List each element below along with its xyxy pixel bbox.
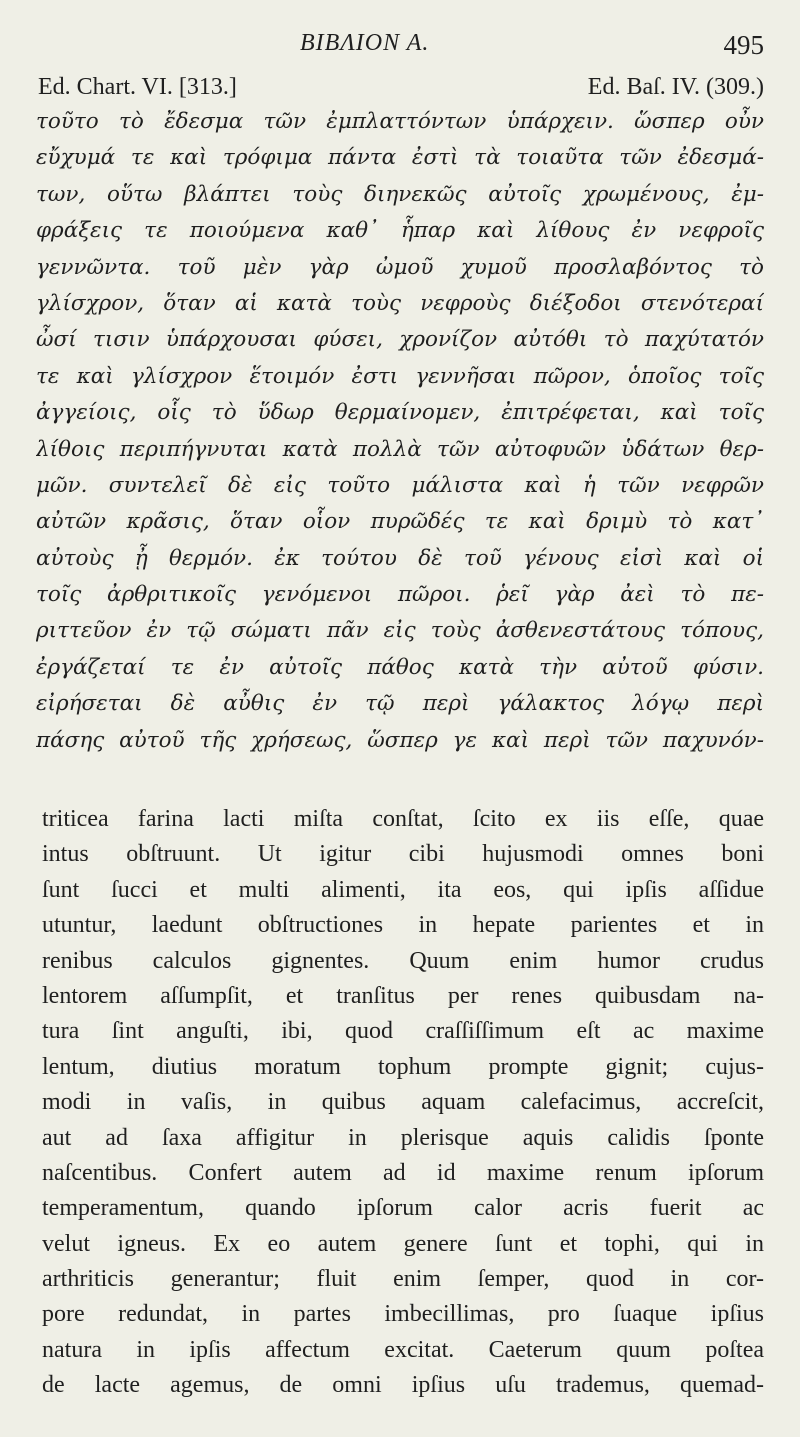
edition-chartier-reference: Ed. Chart. VI. [313.] (38, 74, 237, 100)
latin-line: ſunt ſucci et multi alimenti, ita eos, qui ipſis aſſidue (42, 876, 764, 903)
greek-line: ἐργάζεταί τε ἐν αὐτοῖς πάθος κατὰ τὴν αὐτοῦ φύσιν. (36, 654, 764, 680)
latin-line: lentorem aſſumpſit, et tranſitus per renes quibusdam na- (42, 982, 764, 1009)
latin-line: naſcentibus. Confert autem ad id maxime renum ipſorum (42, 1159, 764, 1186)
latin-line: arthriticis generantur; fluit enim ſemper, quod in cor- (42, 1266, 764, 1293)
edition-basel-reference: Ed. Baſ. IV. (309.) (587, 74, 764, 100)
greek-line: ὦσί τισιν ὑπάρχουσαι φύσει, χρονίζον αὐτόθι τὸ παχύτατόν (36, 327, 764, 353)
latin-line: lentum, diutius moratum tophum prompte gignit; cujus- (42, 1053, 764, 1080)
greek-line: ριττεῦον ἐν τῷ σώματι πᾶν εἰς τοὺς ἀσθενεστάτους τόπους, (36, 618, 764, 644)
greek-line: εἰρήσεται δὲ αὖθις ἐν τῷ περὶ γάλακτος λόγῳ περὶ (36, 691, 764, 717)
latin-line: temperamentum, quando ipſorum calor acris fuerit ac (42, 1195, 764, 1222)
latin-line: tura ſint anguſti, ibi, quod craſſiſſimum eſt ac maxime (42, 1018, 764, 1045)
greek-line: λίθοις περιπήγνυται κατὰ πολλὰ τῶν αὐτοφυῶν ὑδάτων θερ- (36, 436, 764, 462)
latin-line: intus obſtruunt. Ut igitur cibi hujusmodi omnes boni (42, 841, 764, 868)
greek-line: πάσης αὐτοῦ τῆς χρήσεως, ὥσπερ γε καὶ περὶ τῶν παχυνόν- (36, 727, 764, 753)
latin-line: modi in vaſis, in quibus aquam calefacimus, accreſcit, (42, 1089, 764, 1116)
greek-line: τοῦτο τὸ ἔδεσμα τῶν ἐμπλαττόντων ὑπάρχειν. ὥσπερ οὖν (36, 109, 764, 134)
greek-line: των, οὕτω βλάπτει τοὺς διηνεκῶς αὐτοῖς χρωμένους, ἐμ- (36, 181, 764, 207)
latin-line: natura in ipſis affectum excitat. Caeterum quum poſtea (42, 1336, 764, 1363)
latin-line: de lacte agemus, de omni ipſius uſu trademus, quemad- (42, 1372, 764, 1399)
latin-line: triticea farina lacti miſta conſtat, ſcito ex iis eſſe, quae (42, 806, 764, 832)
greek-line: γλίσχρον, ὅταν αἱ κατὰ τοὺς νεφροὺς διέξοδοι στενότεραί (36, 290, 764, 316)
latin-line: utuntur, laedunt obſtructiones in hepate parientes et in (42, 912, 764, 939)
running-head: BIBΛION A. (300, 30, 430, 56)
greek-line: μῶν. συντελεῖ δὲ εἰς τοῦτο μάλιστα καὶ ἡ τῶν νεφρῶν (36, 472, 764, 498)
latin-line: aut ad ſaxa affigitur in plerisque aquis calidis ſponte (42, 1124, 764, 1151)
greek-line: αὐτοὺς ᾖ θερμόν. ἐκ τούτου δὲ τοῦ γένους εἰσὶ καὶ οἱ (36, 545, 764, 571)
greek-line: γεννῶντα. τοῦ μὲν γὰρ ὠμοῦ χυμοῦ προσλαβόντος τὸ (36, 254, 764, 280)
greek-line: ἀγγείοις, οἷς τὸ ὕδωρ θερμαίνομεν, ἐπιτρέφεται, καὶ τοῖς (36, 400, 764, 426)
latin-line: velut igneus. Ex eo autem genere ſunt et tophi, qui in (42, 1230, 764, 1257)
latin-line: renibus calculos gignentes. Quum enim humor crudus (42, 947, 764, 974)
greek-text-block (36, 104, 764, 759)
greek-line: φράξεις τε ποιούμενα καθ᾽ ἧπαρ καὶ λίθους ἐν νεφροῖς (36, 218, 764, 244)
greek-line: εὔχυμά τε καὶ τρόφιμα πάντα ἐστὶ τὰ τοιαῦτα τῶν ἐδεσμά- (36, 145, 764, 171)
latin-text-block (42, 802, 764, 1404)
page-number: 495 (723, 30, 764, 60)
greek-line: αὐτῶν κρᾶσις, ὅταν οἷον πυρῶδές τε καὶ δριμὺ τὸ κατ᾽ (36, 509, 764, 535)
latin-line: pore redundat, in partes imbecillimas, pro ſuaque ipſius (42, 1301, 764, 1328)
greek-line: τοῖς ἀρθριτικοῖς γενόμενοι πῶροι. ῥεῖ γὰρ ἀεὶ τὸ πε- (36, 582, 764, 608)
greek-line: τε καὶ γλίσχρον ἕτοιμόν ἐστι γεννῆσαι πῶρον, ὁποῖος τοῖς (36, 363, 764, 389)
